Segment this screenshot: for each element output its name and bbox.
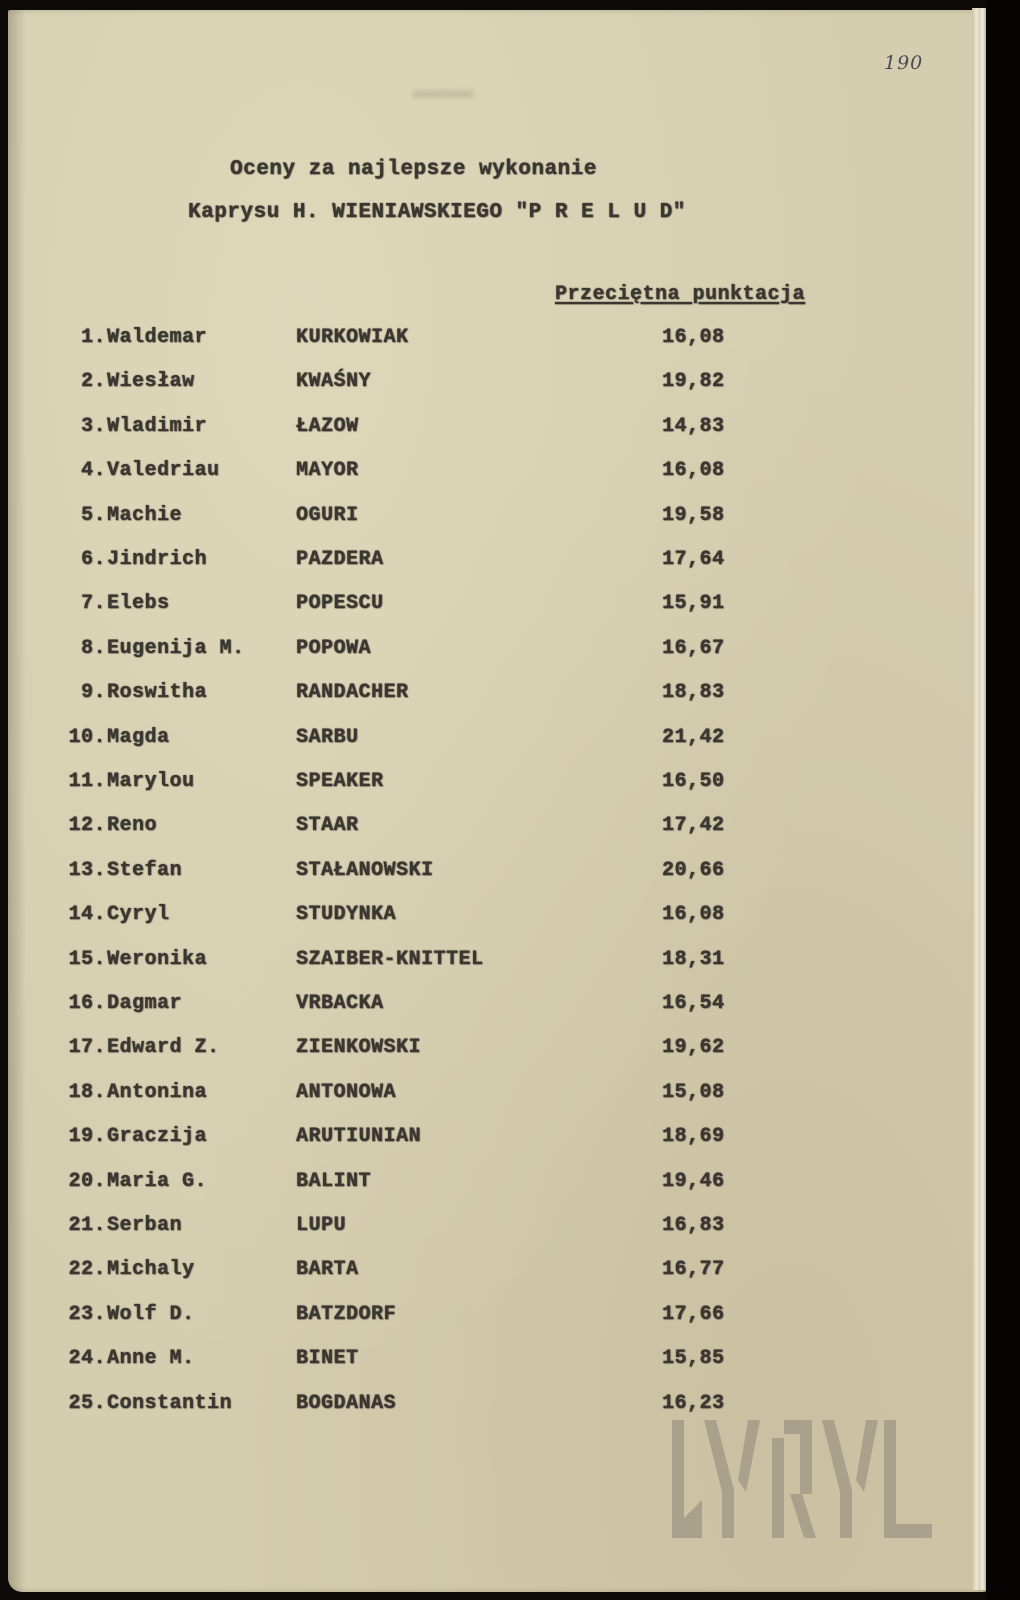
last-name: STAAR	[296, 814, 359, 838]
list-item	[0, 370, 900, 414]
first-name: Dagmar	[107, 992, 183, 1015]
average-score: 19,62	[662, 1036, 725, 1060]
average-score: 16,50	[662, 770, 725, 793]
last-name: SZAIBER-KNITTEL	[296, 947, 484, 971]
list-item	[0, 326, 900, 370]
first-name: Antonina	[107, 1080, 208, 1104]
first-name: Wolf D.	[107, 1302, 195, 1326]
list-item	[0, 459, 900, 503]
average-score: 16,77	[662, 1258, 725, 1282]
last-name: PAZDERA	[296, 548, 384, 571]
average-score: 17,64	[662, 548, 725, 571]
list-item	[0, 1258, 900, 1302]
last-name: BALINT	[296, 1169, 372, 1193]
entry-number: 11.	[68, 770, 106, 793]
average-score: 15,85	[662, 1347, 725, 1371]
last-name: POPOWA	[296, 636, 372, 660]
list-item	[0, 948, 900, 992]
last-name: BOGDANAS	[296, 1391, 397, 1415]
last-name: ŁAZOW	[296, 414, 359, 438]
average-score: 18,69	[662, 1125, 725, 1149]
list-item	[0, 726, 900, 770]
average-score: 17,42	[662, 814, 725, 838]
entry-number: 1.	[80, 326, 106, 349]
column-header-average-score: Przeciętna punktacja	[555, 283, 806, 306]
last-name: LUPU	[296, 1214, 347, 1237]
entry-number: 5.	[80, 503, 106, 527]
average-score: 18,83	[662, 681, 725, 705]
first-name: Elebs	[107, 592, 170, 616]
first-name: Weronika	[107, 947, 208, 971]
last-name: STUDYNKA	[296, 903, 397, 927]
first-name: Stefan	[107, 858, 183, 882]
entry-number: 8.	[80, 636, 106, 660]
average-score: 16,54	[662, 992, 725, 1015]
entry-number: 6.	[80, 548, 106, 571]
list-item	[0, 504, 900, 548]
list-item	[0, 1125, 900, 1169]
last-name: STAŁANOWSKI	[296, 858, 434, 882]
average-score: 15,08	[662, 1080, 725, 1104]
last-name: SPEAKER	[296, 770, 384, 793]
last-name: OGURI	[296, 503, 359, 527]
entry-number: 22.	[68, 1258, 106, 1282]
title-line-1: Oceny za najlepsze wykonanie	[230, 158, 597, 181]
entry-number: 25.	[68, 1391, 106, 1415]
last-name: MAYOR	[296, 459, 359, 483]
list-item	[0, 814, 900, 858]
entry-number: 17.	[68, 1036, 106, 1060]
list-item	[0, 1170, 900, 1214]
entry-number: 3.	[80, 414, 106, 438]
ink-smudge	[413, 90, 473, 98]
entry-number: 19.	[68, 1125, 106, 1149]
first-name: Wiesław	[107, 370, 195, 394]
first-name: Maria G.	[107, 1169, 208, 1193]
first-name: Eugenija M.	[107, 636, 245, 660]
entry-number: 10.	[68, 725, 106, 749]
average-score: 16,67	[662, 636, 725, 660]
list-item	[0, 1214, 900, 1258]
last-name: RANDACHER	[296, 681, 409, 705]
first-name: Edward Z.	[107, 1036, 220, 1060]
average-score: 21,42	[662, 725, 725, 749]
list-item	[0, 681, 900, 725]
first-name: Marylou	[107, 770, 195, 793]
first-name: Constantin	[107, 1391, 233, 1415]
last-name: BATZDORF	[296, 1302, 397, 1326]
entry-number: 14.	[68, 903, 106, 927]
last-name: BINET	[296, 1347, 359, 1371]
first-name: Wladimir	[107, 414, 208, 438]
average-score: 16,08	[662, 459, 725, 483]
first-name: Michaly	[107, 1258, 195, 1282]
first-name: Roswitha	[107, 681, 208, 705]
list-item	[0, 1303, 900, 1347]
list-item	[0, 1347, 900, 1391]
entry-number: 15.	[68, 947, 106, 971]
folio-number: 190	[884, 52, 924, 74]
list-item	[0, 637, 900, 681]
average-score: 16,23	[662, 1391, 725, 1415]
last-name: ANTONOWA	[296, 1080, 397, 1104]
list-item	[0, 1081, 900, 1125]
entry-number: 12.	[68, 814, 106, 838]
list-item	[0, 770, 900, 814]
entry-number: 7.	[80, 592, 106, 616]
list-item	[0, 859, 900, 903]
list-item	[0, 992, 900, 1036]
list-item	[0, 1036, 900, 1080]
first-name: Jindrich	[107, 548, 208, 571]
entry-number: 16.	[68, 992, 106, 1015]
average-score: 15,91	[662, 592, 725, 616]
binding-shadow	[986, 0, 1020, 1600]
first-name: Cyryl	[107, 903, 170, 927]
entry-number: 23.	[68, 1302, 106, 1326]
first-name: Reno	[107, 814, 158, 838]
last-name: KWAŚNY	[296, 370, 372, 394]
first-name: Graczija	[107, 1125, 208, 1149]
average-score: 19,58	[662, 503, 725, 527]
last-name: POPESCU	[296, 592, 384, 616]
average-score: 16,08	[662, 903, 725, 927]
first-name: Anne M.	[107, 1347, 195, 1371]
entry-number: 9.	[80, 681, 106, 705]
entry-number: 20.	[68, 1169, 106, 1193]
list-item	[0, 592, 900, 636]
last-name: ZIENKOWSKI	[296, 1036, 422, 1060]
cyryl-watermark-logo	[672, 1420, 972, 1538]
last-name: BARTA	[296, 1258, 359, 1282]
last-name: SARBU	[296, 725, 359, 749]
average-score: 18,31	[662, 947, 725, 971]
entry-number: 18.	[68, 1080, 106, 1104]
average-score: 19,82	[662, 370, 725, 394]
average-score: 19,46	[662, 1169, 725, 1193]
first-name: Valedriau	[107, 459, 220, 483]
title-line-2: Kaprysu H. WIENIAWSKIEGO "P R E L U D"	[188, 201, 686, 224]
average-score: 14,83	[662, 414, 725, 438]
entry-number: 2.	[80, 370, 106, 394]
list-item	[0, 415, 900, 459]
watermark-letters	[672, 1420, 932, 1538]
first-name: Waldemar	[107, 326, 208, 349]
average-score: 17,66	[662, 1302, 725, 1326]
average-score: 16,08	[662, 326, 725, 349]
list-item	[0, 903, 900, 947]
last-name: VRBACKA	[296, 992, 384, 1015]
entry-number: 24.	[68, 1347, 106, 1371]
first-name: Machie	[107, 503, 183, 527]
page-stack-edge	[972, 8, 986, 1590]
average-score: 20,66	[662, 858, 725, 882]
first-name: Serban	[107, 1214, 183, 1237]
last-name: KURKOWIAK	[296, 326, 409, 349]
average-score: 16,83	[662, 1214, 725, 1237]
list-item	[0, 548, 900, 592]
entry-number: 4.	[80, 459, 106, 483]
first-name: Magda	[107, 725, 170, 749]
last-name: ARUTIUNIAN	[296, 1125, 422, 1149]
entry-number: 21.	[68, 1214, 106, 1237]
entry-number: 13.	[68, 858, 106, 882]
